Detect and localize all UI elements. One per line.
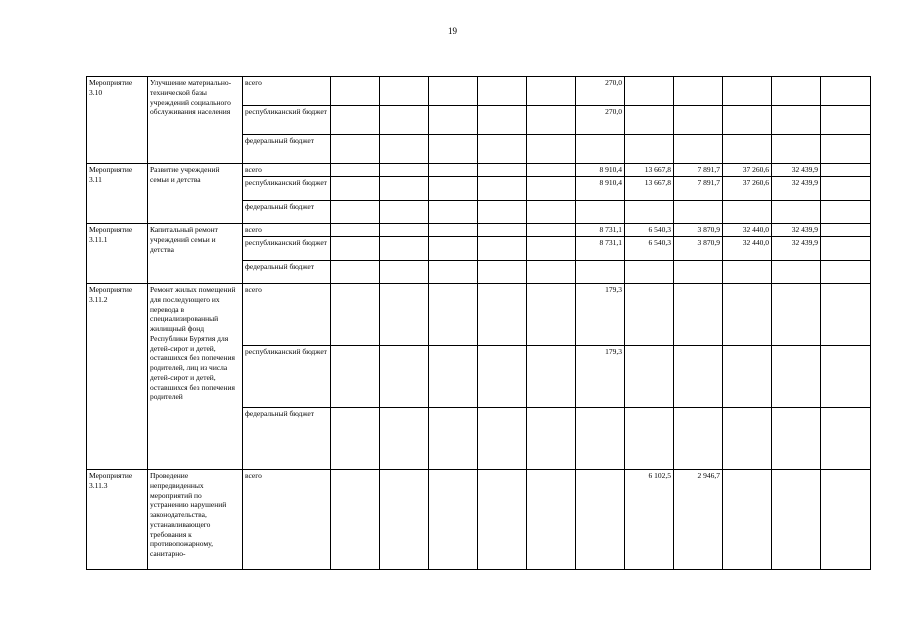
value-cell	[331, 201, 380, 224]
value-cell	[723, 470, 772, 570]
funding-source: республиканский бюджет	[243, 346, 331, 408]
value-cell: 32 439,9	[772, 164, 821, 177]
value-cell	[380, 284, 429, 346]
value-cell	[821, 201, 871, 224]
value-cell	[723, 135, 772, 164]
value-cell	[478, 164, 527, 177]
measure-code: Мероприятие 3.11.1	[87, 224, 148, 284]
value-cell: 13 667,8	[625, 177, 674, 201]
measure-code: Мероприятие 3.10	[87, 77, 148, 164]
value-cell	[772, 470, 821, 570]
value-cell	[478, 177, 527, 201]
value-cell	[527, 284, 576, 346]
value-cell	[429, 177, 478, 201]
value-cell	[331, 408, 380, 470]
value-cell	[478, 201, 527, 224]
value-cell	[625, 135, 674, 164]
measure-name: Ремонт жилых помещений для последующего их перевода в специализированный жилищный фонд Республики Бурятия для детей-сирот и детей, оставшихся без попечения родителей, лиц из числа детей-сирот и детей, оставшихся без попечения родителей	[148, 284, 243, 470]
funding-source: федеральный бюджет	[243, 261, 331, 284]
value-cell: 13 667,8	[625, 164, 674, 177]
value-cell	[527, 261, 576, 284]
value-cell	[429, 261, 478, 284]
value-cell	[429, 135, 478, 164]
budget-table	[86, 76, 871, 570]
value-cell	[625, 408, 674, 470]
value-cell	[331, 135, 380, 164]
value-cell	[331, 224, 380, 237]
value-cell	[821, 284, 871, 346]
value-cell	[429, 106, 478, 135]
value-cell: 8 910,4	[576, 177, 625, 201]
value-cell	[380, 470, 429, 570]
value-cell	[821, 408, 871, 470]
value-cell	[331, 470, 380, 570]
value-cell	[625, 201, 674, 224]
value-cell	[772, 106, 821, 135]
value-cell	[527, 201, 576, 224]
value-cell	[821, 177, 871, 201]
value-cell	[429, 284, 478, 346]
value-cell: 37 260,6	[723, 164, 772, 177]
table-row	[87, 284, 871, 346]
value-cell: 179,3	[576, 346, 625, 408]
value-cell	[380, 408, 429, 470]
funding-source: республиканский бюджет	[243, 106, 331, 135]
value-cell	[380, 177, 429, 201]
value-cell	[429, 237, 478, 261]
measure-name: Развитие учреждений семьи и детства	[148, 164, 243, 224]
value-cell	[772, 346, 821, 408]
value-cell	[380, 224, 429, 237]
value-cell	[527, 77, 576, 106]
value-cell: 7 891,7	[674, 164, 723, 177]
value-cell: 37 260,6	[723, 177, 772, 201]
value-cell	[674, 106, 723, 135]
value-cell	[429, 470, 478, 570]
value-cell	[821, 224, 871, 237]
value-cell	[429, 346, 478, 408]
value-cell: 270,0	[576, 77, 625, 106]
funding-source: федеральный бюджет	[243, 408, 331, 470]
value-cell	[821, 135, 871, 164]
value-cell	[429, 77, 478, 106]
measure-code: Мероприятие 3.11.3	[87, 470, 148, 570]
value-cell	[723, 201, 772, 224]
measure-name: Улучшение материально-технической базы учреждений социального обслуживания населения	[148, 77, 243, 164]
value-cell	[821, 261, 871, 284]
value-cell	[576, 201, 625, 224]
value-cell	[527, 470, 576, 570]
value-cell	[772, 408, 821, 470]
funding-source: всего	[243, 284, 331, 346]
funding-source: федеральный бюджет	[243, 135, 331, 164]
value-cell	[380, 346, 429, 408]
measure-code: Мероприятие 3.11.2	[87, 284, 148, 470]
value-cell	[674, 261, 723, 284]
value-cell	[625, 106, 674, 135]
measure-name: Проведение непредвиденных мероприятий по устранению нарушений законодательства, устанавливающего требования к противопожарному, санитарно-	[148, 470, 243, 570]
value-cell	[380, 106, 429, 135]
value-cell: 6 102,5	[625, 470, 674, 570]
value-cell	[674, 135, 723, 164]
value-cell: 270,0	[576, 106, 625, 135]
value-cell	[331, 106, 380, 135]
value-cell: 3 870,9	[674, 224, 723, 237]
value-cell	[576, 470, 625, 570]
value-cell	[576, 135, 625, 164]
value-cell	[380, 164, 429, 177]
measure-code: Мероприятие 3.11	[87, 164, 148, 224]
value-cell	[380, 77, 429, 106]
table-row	[87, 77, 871, 106]
value-cell	[772, 201, 821, 224]
value-cell	[576, 408, 625, 470]
value-cell	[723, 106, 772, 135]
value-cell	[821, 237, 871, 261]
value-cell	[723, 284, 772, 346]
value-cell: 32 439,9	[772, 224, 821, 237]
value-cell	[772, 261, 821, 284]
value-cell	[821, 164, 871, 177]
value-cell	[429, 224, 478, 237]
value-cell	[625, 284, 674, 346]
value-cell	[625, 346, 674, 408]
value-cell	[478, 224, 527, 237]
value-cell	[674, 77, 723, 106]
value-cell	[478, 470, 527, 570]
value-cell	[772, 135, 821, 164]
value-cell	[478, 135, 527, 164]
value-cell	[478, 106, 527, 135]
funding-source: федеральный бюджет	[243, 201, 331, 224]
funding-source: республиканский бюджет	[243, 177, 331, 201]
value-cell: 32 439,9	[772, 237, 821, 261]
value-cell: 8 731,1	[576, 237, 625, 261]
value-cell: 32 440,0	[723, 224, 772, 237]
value-cell: 32 439,9	[772, 177, 821, 201]
value-cell	[331, 261, 380, 284]
value-cell	[478, 261, 527, 284]
value-cell	[527, 346, 576, 408]
value-cell	[429, 164, 478, 177]
funding-source: всего	[243, 164, 331, 177]
value-cell: 32 440,0	[723, 237, 772, 261]
value-cell: 6 540,3	[625, 224, 674, 237]
value-cell	[674, 201, 723, 224]
value-cell	[527, 164, 576, 177]
value-cell	[527, 224, 576, 237]
value-cell	[331, 346, 380, 408]
value-cell	[821, 77, 871, 106]
funding-source: республиканский бюджет	[243, 237, 331, 261]
value-cell	[331, 77, 380, 106]
page-number: 19	[448, 26, 457, 36]
value-cell: 8 731,1	[576, 224, 625, 237]
value-cell	[478, 284, 527, 346]
value-cell	[527, 106, 576, 135]
value-cell	[723, 408, 772, 470]
table-row	[87, 470, 871, 570]
value-cell: 8 910,4	[576, 164, 625, 177]
value-cell	[576, 261, 625, 284]
value-cell	[772, 77, 821, 106]
funding-source: всего	[243, 224, 331, 237]
value-cell	[478, 77, 527, 106]
value-cell: 179,3	[576, 284, 625, 346]
value-cell	[331, 237, 380, 261]
value-cell	[527, 237, 576, 261]
value-cell	[674, 408, 723, 470]
value-cell	[380, 201, 429, 224]
value-cell	[772, 284, 821, 346]
value-cell	[380, 261, 429, 284]
funding-source: всего	[243, 77, 331, 106]
table-row	[87, 224, 871, 237]
table-row	[87, 164, 871, 177]
value-cell	[821, 346, 871, 408]
funding-source: всего	[243, 470, 331, 570]
value-cell	[380, 135, 429, 164]
value-cell	[625, 77, 674, 106]
value-cell	[527, 408, 576, 470]
value-cell	[478, 237, 527, 261]
value-cell	[821, 106, 871, 135]
value-cell	[674, 346, 723, 408]
value-cell	[478, 408, 527, 470]
value-cell	[331, 177, 380, 201]
value-cell	[723, 77, 772, 106]
value-cell	[331, 164, 380, 177]
value-cell	[429, 201, 478, 224]
value-cell	[527, 177, 576, 201]
measure-name: Капитальный ремонт учреждений семьи и детства	[148, 224, 243, 284]
value-cell	[674, 284, 723, 346]
value-cell: 3 870,9	[674, 237, 723, 261]
value-cell	[380, 237, 429, 261]
value-cell	[429, 408, 478, 470]
value-cell	[527, 135, 576, 164]
value-cell	[723, 346, 772, 408]
value-cell: 6 540,3	[625, 237, 674, 261]
value-cell: 2 946,7	[674, 470, 723, 570]
value-cell	[723, 261, 772, 284]
value-cell	[478, 346, 527, 408]
value-cell	[625, 261, 674, 284]
value-cell: 7 891,7	[674, 177, 723, 201]
value-cell	[821, 470, 871, 570]
value-cell	[331, 284, 380, 346]
